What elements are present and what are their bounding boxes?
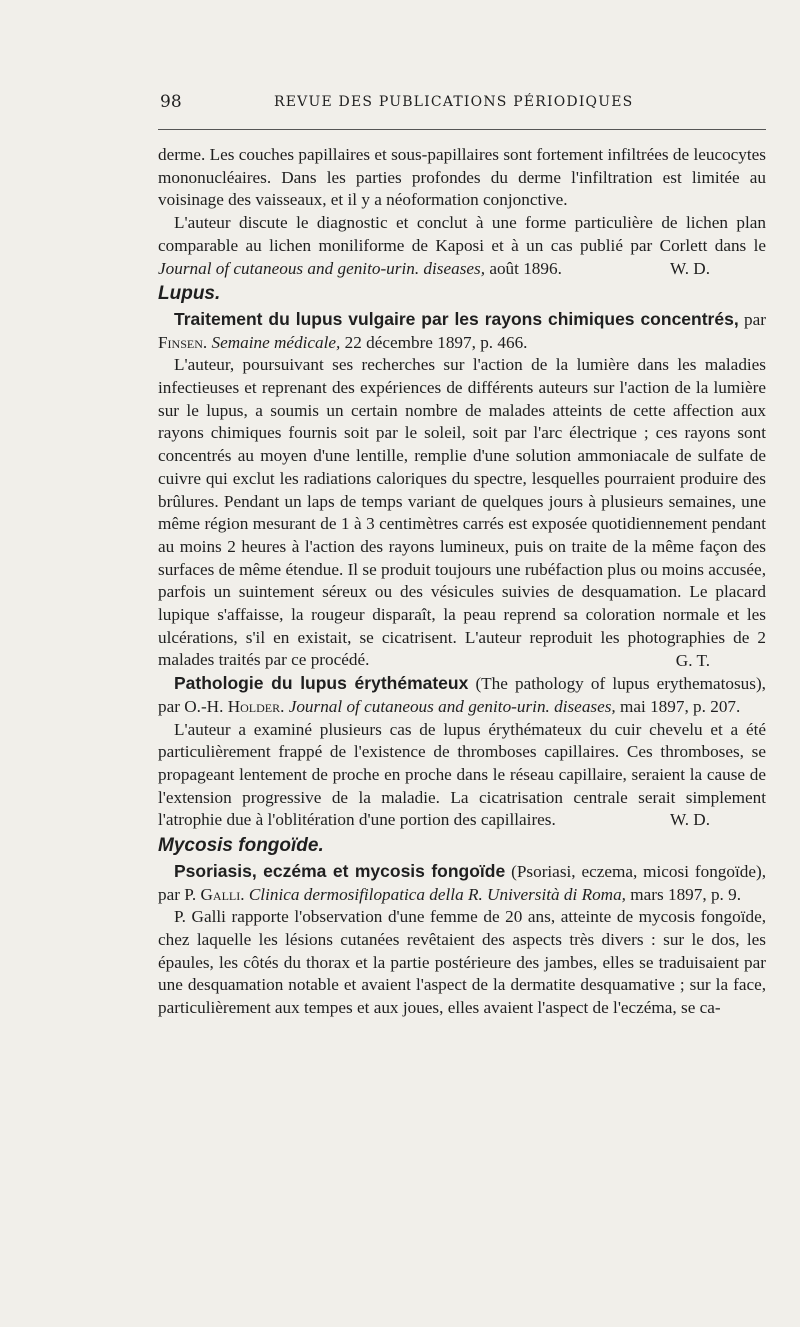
citation-text: (Psoriasi, eczema, micosi fongoïde), par P. <box>158 861 766 904</box>
header-rule <box>158 129 766 130</box>
paragraph: L'auteur a examiné plusieurs cas de lupus érythémateux du cuir chevelu et a été particulièrement frappé de l'existence de thromboses capillaires. Ces thromboses, se propageant lentement de proche en proche dans le réseau capillaire, seraient la cause de l'extension progressive de la maladie. La cicatrisation centrale serait simplement l'atrophie due à l'oblitération d'une portion des capillaires. <box>158 719 766 830</box>
running-title: REVUE DES PUBLICATIONS PÉRIODIQUES <box>274 94 634 110</box>
citation-text: . <box>240 884 249 904</box>
article-citation <box>158 672 766 718</box>
citation-text: par <box>738 309 766 329</box>
paragraph: derme. Les couches papillaires et sous-papillaires sont fortement infiltrées de leucocytes mononucléaires. Dans les parties profondes du derme l'infiltration est limitée au voisinage des vaisseaux, et il y a néoformation conjonctive. <box>158 145 766 210</box>
paragraph-text: L'auteur discute le diagnostic et conclut à une forme particulière de lichen plan comparable au lichen moniliforme de Kaposi et à un cas publié par Corlett dans le <box>158 213 766 255</box>
page-body <box>158 144 766 1020</box>
article-title: Pathologie du lupus érythémateux <box>174 673 469 694</box>
citation-date: août 1896. <box>485 258 562 278</box>
citation-ref: 22 décembre 1897, p. 466. <box>340 332 528 352</box>
journal-title: Clinica dermosifilopatica della R. Università di Roma, <box>248 884 626 904</box>
paragraph: L'auteur, poursuivant ses recherches sur l'action de la lumière dans les maladies infectieuses et reprenant des expériences de différents auteurs sur l'action de la lumière sur le lupus, a soumis un certain nombre de malades atteints de cette affection aux rayons chimiques fournis soit par le soleil, soit par l'arc électrique ; ces rayons sont concentrés au moyen d'une lentille, remplie d'une solution ammoniacale de sulfate de cuivre qui exclut les radiations caloriques du spectre, lesquelles pourraient produire des brûlures. Pendant un laps de temps variant de quelques jours à plusieurs semaines, une même région mesurant de 1 à 3 centimètres carrés est exposée quotidiennement pendant au moins 2 heures à l'action des rayons lumineux, puis on traite de la même façon des surfaces de même étendue. Il se produit toujours une rubéfaction plus ou moins accusée, parfois un suintement séreux ou des vésicules suivies de desquamation. Le placard lupique s'affaisse, la rougeur disparaît, la peau reprend sa coloration normale et les ulcérations, s'il en existait, se cicatrisent. L'auteur reproduit les photographies de 2 malades traités par ce procédé. <box>158 355 766 670</box>
signature: G. T. <box>675 650 710 670</box>
author-name: O.-H. Holder <box>184 696 281 716</box>
paragraph: P. Galli rapporte l'observation d'une femme de 20 ans, atteinte de mycosis fongoïde, chez laquelle les lésions cutanées revêtaient des aspects très divers : sur le dos, les épaules, les côtés du thorax et la partie postérieure des jambes, elles se traduisaient par une desquamation notable et avaient l'aspect de la dermatite desquamative ; sur la face, particulièrement aux tempes et aux joues, elles avaient l'aspect de l'eczéma, se ca- <box>158 907 766 1018</box>
article-title: Psoriasis, eczéma et mycosis fongoïde <box>174 860 506 881</box>
journal-title: Journal of cutaneous and genito-urin. diseases, <box>288 696 616 716</box>
citation-ref: mai 1897, p. 207. <box>615 696 741 716</box>
journal-title: Journal of cutaneous and genito-urin. diseases, <box>158 258 486 278</box>
author-name: Galli <box>200 884 241 904</box>
article-citation <box>158 860 766 906</box>
section-heading: Lupus. <box>158 283 221 305</box>
author-name: Finsen <box>158 332 203 352</box>
signature: W. D. <box>670 258 710 278</box>
page-header <box>158 92 766 116</box>
page-number: 98 <box>160 92 182 112</box>
article-citation <box>158 308 766 354</box>
signature: W. D. <box>670 810 710 830</box>
section-heading: Mycosis fongoïde. <box>158 835 324 857</box>
article-title: Traitement du lupus vulgaire par les rayons chimiques concentrés, <box>174 308 739 329</box>
citation-text: . <box>280 696 289 716</box>
journal-title: Semaine médicale, <box>211 332 341 352</box>
citation-ref: mars 1897, p. 9. <box>625 884 742 904</box>
citation-text: . <box>202 332 212 352</box>
citation-text: (The pathology of lupus erythematosus), par <box>158 674 766 716</box>
